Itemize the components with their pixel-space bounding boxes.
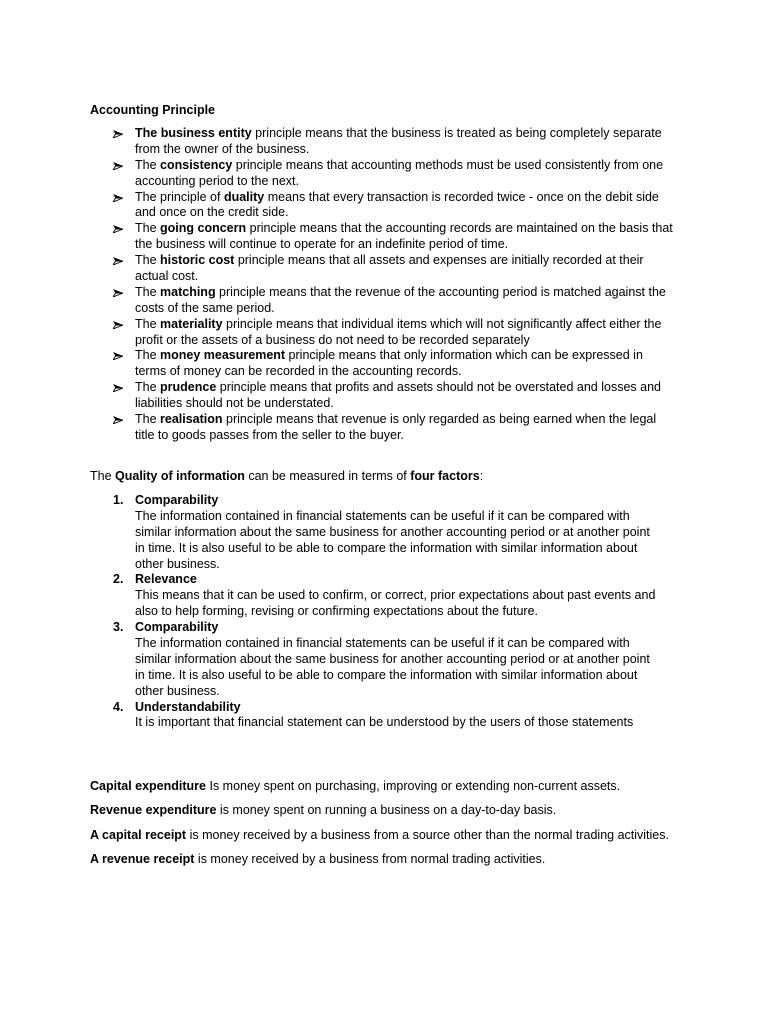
- principle-item: [135, 221, 673, 253]
- factor-line: [135, 509, 655, 525]
- principle-term: matching: [160, 284, 216, 299]
- factor-item: [113, 699, 655, 732]
- definitions-list: [90, 778, 669, 875]
- principle-term: money measurement: [160, 348, 286, 363]
- definition-text: is money spent on running a business on a day-to-day basis.: [216, 803, 557, 818]
- principle-item: [135, 348, 673, 380]
- principle-item: [135, 126, 673, 158]
- definition-paragraph: [90, 778, 669, 802]
- arrowhead-bullet-icon: [113, 384, 123, 392]
- arrowhead-bullet-icon: [113, 321, 123, 329]
- principle-text: costs of the same period.: [135, 300, 275, 315]
- definition-text: is money received by a business from a source other than the normal trading activities.: [186, 827, 669, 842]
- principle-text: accounting period to the next.: [135, 173, 300, 188]
- principle-text: liabilities should not be understated.: [135, 396, 334, 411]
- principle-term: materiality: [160, 316, 223, 331]
- factor-description: other business.: [135, 683, 220, 698]
- arrowhead-bullet-icon: [113, 352, 123, 360]
- principle-line: [135, 237, 673, 253]
- principle-line: [135, 190, 673, 206]
- factor-description: It is important that financial statement can be understood by the users of those statements: [135, 715, 634, 730]
- definition-paragraph: [90, 851, 669, 875]
- principle-text: principle means that all assets and expenses are initially recorded at their: [234, 253, 644, 268]
- principle-text: profit or the assets of a business do not need to be recorded separately: [135, 332, 530, 347]
- factor-item: [113, 572, 656, 620]
- principle-term: duality: [223, 189, 265, 204]
- principle-text: principle means that profits and assets should not be overstated and losses and: [216, 380, 661, 395]
- quality-colon: :: [479, 469, 484, 483]
- principle-line: [135, 174, 673, 190]
- principle-text: means that every transaction is recorded twice - once on the debit side: [264, 189, 659, 204]
- factor-line: [135, 684, 655, 700]
- principle-text: principle means that the business is treated as being completely separate: [251, 126, 662, 140]
- principle-text: principle means that only information which can be expressed in: [285, 348, 643, 363]
- factor-line: [135, 541, 655, 557]
- arrowhead-bullet-icon: [113, 289, 123, 297]
- arrowhead-bullet-icon: [113, 225, 123, 233]
- factor-number: 2.: [113, 572, 124, 587]
- factor-description: similar information about the same business for another accounting period or at another point: [135, 651, 650, 666]
- arrowhead-bullet-icon: [113, 416, 123, 424]
- principle-item: [135, 190, 673, 222]
- factor-description: The information contained in financial statements can be useful if it can be compared with: [135, 636, 630, 651]
- principle-term: historic cost: [160, 253, 235, 268]
- quality-factor-count: four factors: [410, 469, 480, 483]
- factor-line: [135, 493, 655, 509]
- principle-text: the business will continue to operate for an indefinite period of time.: [135, 237, 509, 252]
- principle-line: [135, 317, 673, 333]
- factor-description: other business.: [135, 556, 220, 571]
- definition-term: A revenue receipt: [90, 851, 195, 866]
- principle-text: principle means that revenue is only regarded as being earned when the legal: [222, 412, 657, 427]
- principle-line: [135, 285, 673, 301]
- quality-lead-text: The: [90, 469, 116, 483]
- principle-lead-text: The: [135, 221, 161, 236]
- principle-line: [135, 348, 673, 364]
- principle-item: [135, 380, 673, 412]
- factor-line: [135, 572, 655, 588]
- principle-term: The business entity: [135, 126, 252, 140]
- principle-lead-text: The: [135, 348, 161, 363]
- principle-text: actual cost.: [135, 269, 199, 284]
- factor-description: in time. It is also useful to be able to compare the information with similar information about: [135, 540, 638, 555]
- principle-item: [135, 253, 673, 285]
- principle-line: [135, 126, 673, 142]
- principle-term: realisation: [160, 412, 223, 427]
- definition-text: is money received by a business from normal trading activities.: [194, 851, 546, 866]
- principle-line: [135, 364, 673, 380]
- quality-term: Quality of information: [115, 469, 245, 483]
- principle-item: [135, 285, 673, 317]
- principle-item: [135, 317, 673, 349]
- factor-line: [135, 700, 655, 716]
- principle-line: [135, 205, 673, 221]
- arrowhead-bullet-icon: [113, 257, 123, 265]
- principle-line: [135, 412, 673, 428]
- definition-term: Revenue expenditure: [90, 803, 217, 818]
- principle-line: [135, 158, 673, 174]
- arrowhead-bullet-icon: [113, 130, 123, 138]
- principle-lead-text: The: [135, 253, 161, 268]
- factor-number: 3.: [113, 620, 124, 635]
- principle-text: terms of money can be recorded in the accounting records.: [135, 364, 462, 379]
- principle-text: principle means that individual items which will not significantly affect either the: [222, 316, 662, 331]
- principle-line: [135, 380, 673, 396]
- factor-name: Comparability: [135, 620, 219, 635]
- principle-line: [135, 142, 673, 158]
- principle-text: principle means that accounting methods must be used consistently from one: [232, 157, 664, 172]
- factor-item: [113, 493, 655, 572]
- definition-paragraph: [90, 827, 669, 851]
- principle-lead-text: The: [135, 412, 161, 427]
- principle-text: from the owner of the business.: [135, 141, 310, 156]
- factor-line: [135, 636, 655, 652]
- factor-line: [135, 620, 655, 636]
- quality-mid-text: can be measured in terms of: [244, 469, 411, 483]
- factor-name: Understandability: [135, 699, 241, 714]
- definition-term: Capital expenditure: [90, 779, 206, 793]
- principle-line: [135, 269, 673, 285]
- factor-line: [135, 557, 655, 573]
- principle-line: [135, 253, 673, 269]
- principle-text: principle means that the accounting records are maintained on the basis that: [246, 221, 673, 236]
- principle-item: [135, 412, 673, 444]
- principles-list: [135, 126, 673, 444]
- factor-description: similar information about the same business for another accounting period or at another point: [135, 524, 650, 539]
- principle-lead-text: The: [135, 316, 161, 331]
- principle-line: [135, 301, 673, 317]
- arrowhead-bullet-icon: [113, 194, 123, 202]
- principle-term: consistency: [160, 157, 233, 172]
- principle-term: prudence: [160, 380, 217, 395]
- quality-intro: [90, 469, 483, 485]
- factor-line: [135, 715, 655, 731]
- factor-line: [135, 668, 655, 684]
- factor-name: Relevance: [135, 572, 197, 587]
- principle-text: title to goods passes from the seller to the buyer.: [135, 427, 404, 442]
- factor-item: [113, 620, 655, 699]
- principle-term: going concern: [160, 221, 247, 236]
- principle-text: principle means that the revenue of the accounting period is matched against the: [215, 284, 666, 299]
- page-title: Accounting Principle: [90, 103, 216, 117]
- principle-lead-text: The principle of: [135, 189, 224, 204]
- principle-lead-text: The: [135, 284, 161, 299]
- principle-line: [135, 333, 673, 349]
- principle-lead-text: The: [135, 157, 161, 172]
- definition-text: Is money spent on purchasing, improving or extending non-current assets.: [206, 779, 621, 793]
- arrowhead-bullet-icon: [113, 162, 123, 170]
- principle-text: and once on the credit side.: [135, 205, 289, 220]
- factor-line: [135, 525, 655, 541]
- principle-line: [135, 396, 673, 412]
- factor-name: Comparability: [135, 493, 219, 507]
- principle-item: [135, 158, 673, 190]
- factor-description: This means that it can be used to confirm, or correct, prior expectations about past events and: [135, 588, 656, 603]
- factors-list: [113, 493, 656, 731]
- definition-paragraph: [90, 802, 669, 826]
- factor-description: also to help forming, revising or confirming expectations about the future.: [135, 604, 538, 619]
- principle-line: [135, 428, 673, 444]
- factor-number: 1.: [113, 493, 124, 507]
- factor-line: [135, 652, 655, 668]
- definition-term: A capital receipt: [90, 827, 187, 842]
- factor-number: 4.: [113, 699, 124, 714]
- principle-lead-text: The: [135, 380, 161, 395]
- factor-description: in time. It is also useful to be able to compare the information with similar information about: [135, 667, 638, 682]
- factor-line: [135, 604, 655, 620]
- factor-description: The information contained in financial statements can be useful if it can be compared with: [135, 508, 630, 523]
- principle-line: [135, 221, 673, 237]
- factor-line: [135, 588, 655, 604]
